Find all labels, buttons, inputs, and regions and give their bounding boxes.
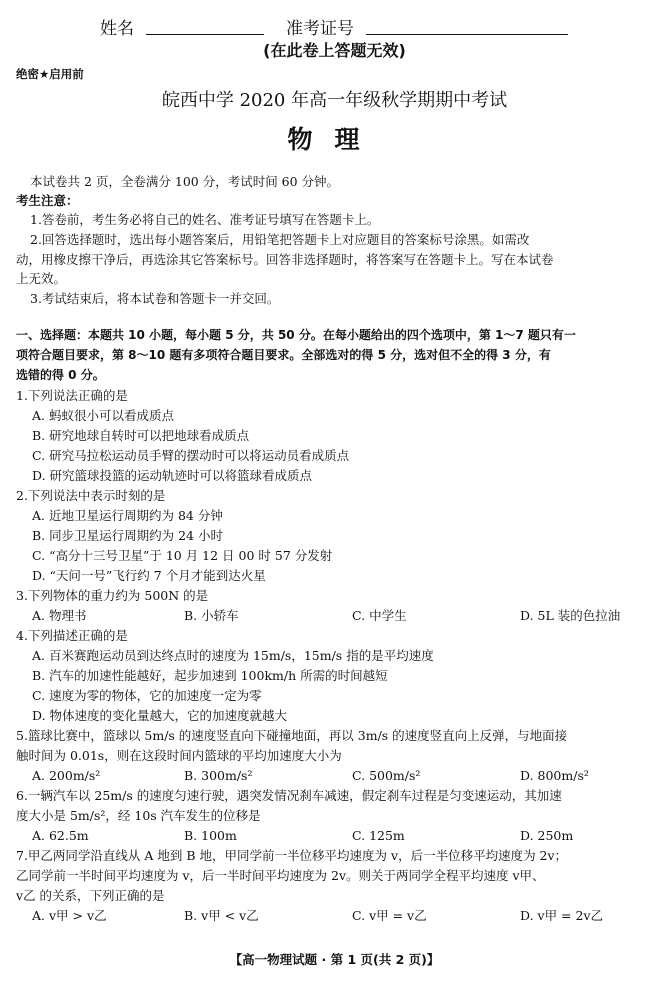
question-7-stem-2: 乙同学前一半时间平均速度为 v，后一半时间平均速度为 2v。则关于两同学全程平均速度 v甲、: [16, 868, 545, 883]
question-5-options: [0, 766, 669, 786]
question-1-option-c: C. 研究马拉松运动员手臂的摆动时可以将运动员看成质点: [32, 448, 350, 463]
question-7-option-d: D. v甲 = 2v乙: [520, 908, 604, 923]
invalid-note: (在此卷上答题无效): [263, 41, 406, 60]
question-1-option-b: B. 研究地球自转时可以把地球看成质点: [32, 428, 250, 443]
question-5-option-a: A. 200m/s²: [32, 768, 101, 783]
notice-item-2: 2.回答选择题时，选出每小题答案后，用铅笔把答题卡上对应题目的答案标号涂黑。如需改: [30, 232, 530, 247]
section-instructions-3: 选错的得 0 分。: [16, 368, 105, 382]
section-instructions-1: 一、选择题：本题共 10 小题，每小题 5 分，共 50 分。在每小题给出的四个选项中，第 1～7 题只有一: [16, 328, 576, 342]
question-5-option-b: B. 300m/s²: [184, 768, 253, 783]
question-6-stem-1: 6.一辆汽车以 25m/s 的速度匀速行驶，遇突发情况刹车减速，假定刹车过程是匀变速运动，其加速: [16, 788, 562, 803]
question-3-options: [0, 606, 669, 626]
question-2-option-b: B. 同步卫星运行周期约为 24 小时: [32, 528, 223, 543]
question-6-option-d: D. 250m: [520, 828, 574, 843]
question-6-options: [0, 826, 669, 846]
page-footer: 【高一物理试题 · 第 1 页(共 2 页)】: [229, 952, 440, 967]
question-2-option-d: D. “天问一号”飞行约 7 个月才能到达火星: [32, 568, 266, 583]
question-2-option-c: C. “高分十三号卫星”于 10 月 12 日 00 时 57 分发射: [32, 548, 333, 563]
notice-item-2-end: 上无效。: [16, 271, 67, 286]
question-7-stem-3: v乙 的关系，下列正确的是: [16, 888, 165, 903]
question-3-option-c: C. 中学生: [352, 608, 407, 623]
name-blank: [146, 34, 264, 35]
secret-mark: 绝密★启用前: [16, 67, 84, 81]
question-6-option-b: B. 100m: [184, 828, 237, 843]
question-1-stem: 1.下列说法正确的是: [16, 388, 128, 403]
question-7-option-c: C. v甲 = v乙: [352, 908, 427, 923]
notice-title: 考生注意：: [16, 193, 79, 208]
question-3-option-b: B. 小轿车: [184, 608, 239, 623]
question-5-option-c: C. 500m/s²: [352, 768, 421, 783]
intro-line: 本试卷共 2 页，全卷满分 100 分，考试时间 60 分钟。: [30, 174, 340, 189]
question-3-stem: 3.下列物体的重力约为 500N 的是: [16, 588, 209, 603]
question-4-option-a: A. 百米赛跑运动员到达终点时的速度为 15m/s，15m/s 指的是平均速度: [32, 648, 434, 663]
question-4-option-c: C. 速度为零的物体，它的加速度一定为零: [32, 688, 262, 703]
notice-item-2-cont: 动，用橡皮擦干净后，再选涂其它答案标号。回答非选择题时，将答案写在答题卡上。写在本试卷: [16, 252, 554, 267]
question-7-option-b: B. v甲 < v乙: [184, 908, 259, 923]
question-5-stem-1: 5.篮球比赛中，篮球以 5m/s 的速度竖直向下碰撞地面，再以 3m/s 的速度竖直向上反弹，与地面接: [16, 728, 568, 743]
question-7-option-a: A. v甲 > v乙: [32, 908, 107, 923]
question-5-option-d: D. 800m/s²: [520, 768, 589, 783]
exam-id-label: 准考证号: [286, 19, 354, 39]
notice-item-1: 1.答卷前，考生务必将自己的姓名、准考证号填写在答题卡上。: [30, 212, 380, 227]
section-instructions-2: 项符合题目要求，第 8～10 题有多项符合题目要求。全部选对的得 5 分，选对但不全的得 3 分，有: [16, 348, 551, 362]
question-2-stem: 2.下列说法中表示时刻的是: [16, 488, 166, 503]
question-1-option-a: A. 蚂蚁很小可以看成质点: [32, 408, 174, 423]
question-6-option-c: C. 125m: [352, 828, 405, 843]
question-2-option-a: A. 近地卫星运行周期约为 84 分钟: [32, 508, 223, 523]
question-7-stem-1: 7.甲乙两同学沿直线从 A 地到 B 地，甲同学前一半位移平均速度为 v，后一半位移平均速度为 2v；: [16, 848, 568, 863]
question-5-stem-2: 触时间为 0.01s，则在这段时间内篮球的平均加速度大小为: [16, 748, 342, 763]
exam-id-blank: [366, 34, 568, 35]
question-6-stem-2: 度大小是 5m/s²，经 10s 汽车发生的位移是: [16, 808, 261, 823]
question-6-option-a: A. 62.5m: [32, 828, 89, 843]
question-4-stem: 4.下列描述正确的是: [16, 628, 128, 643]
exam-title: 皖西中学 2020 年高一年级秋学期期中考试: [161, 90, 508, 111]
question-1-option-d: D. 研究篮球投篮的运动轨迹时可以将篮球看成质点: [32, 468, 313, 483]
name-label: 姓名: [100, 19, 134, 39]
subject-title: 物理: [287, 125, 382, 154]
question-7-options: [0, 906, 669, 926]
question-3-option-d: D. 5L 装的色拉油: [520, 608, 621, 623]
question-3-option-a: A. 物理书: [32, 608, 87, 623]
question-4-option-d: D. 物体速度的变化量越大，它的加速度就越大: [32, 708, 288, 723]
notice-item-3: 3.考试结束后，将本试卷和答题卡一并交回。: [30, 291, 280, 306]
question-4-option-b: B. 汽车的加速性能越好，起步加速到 100km/h 所需的时间越短: [32, 668, 388, 683]
